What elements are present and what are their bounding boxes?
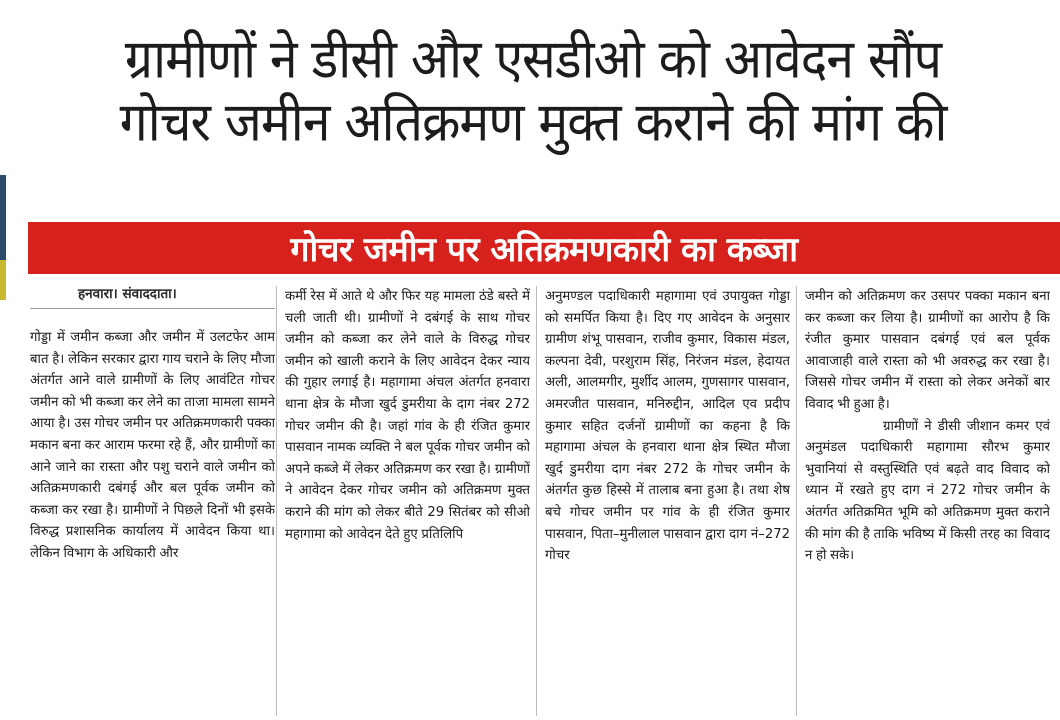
column-4-text: जमीन को अतिक्रमण कर उसपर पक्का मकान बना कर कब्जा कर लिया है। ग्रामीणों का आरोप है कि रंजीत कुमार पासवान दबंगई एवं बल पूर्वक आवाजाही वाले रास्ता को भी अवरुद्ध कर रखा है। जिससे गोचर जमीन में रास्ता को लेकर अनेकों बार विवाद भी हुआ है। [805,289,1050,412]
column-2-text: कर्मी रेस में आते थे और फिर यह मामला ठंडे बस्ते में चली जाती थी। ग्रामीणों ने दबंगई के साथ गोचर जमीन को कब्जा कर लेने वाले के विरुद्ध गोचर जमीन को खाली कराने के लिए आवेदन देकर न्याय की गुहार लगाई है। महागामा अंचल अंतर्गत हनवारा थाना क्षेत्र के मौजा खुर्द डुमरीया के दाग नंबर 272 गोचर जमीन की है। जहां गांव के ही रंजित कुमार पासवान नामक व्यक्ति ने बल पूर्वक गोचर जमीन को अपने कब्जे में लेकर अतिक्रमण कर रखा है। ग्रामीणों ने आवेदन देकर गोचर जमीन को अतिक्रमण मुक्त कराने की मांग को लेकर बीते 29 सितंबर को सीओ महागामा को आवेदन देते हुए प्रतिलिपि [285,289,530,542]
adjacent-photo-edge [0,0,6,720]
headline-line-1: ग्रामीणों ने डीसी और एसडीओ को आवेदन सौंप [124,28,942,91]
column-3-text: अनुमण्डल पदाधिकारी महागामा एवं उपायुक्त गोड्डा को समर्पित किया है। दिए गए आवेदन के अनुसार ग्रामीण शंभू पासवान, राजीव कुमार, विकास मंडल, कल्पना देवी, परशुराम सिंह, निरंजन मंडल, हेदायत अली, आलमगीर, मुर्शीद आलम, गुणसागर पासवान, अमरजीत पासवान, मनिरुद्दीन, आदिल एव प्रदीप कुमार सहित दर्जनों ग्रामीणों का कहना है कि महागामा अंचल के हनवारा थाना क्षेत्र स्थित मौजा खुर्द डुमरीया दाग नंबर 272 के गोचर जमीन के अंतर्गत कुछ हिस्से में तालाब बना हुआ है। तथा शेष बचे गोचर जमीन पर गांव के ही रंजित कुमार पासवान, पिता–मुनीलाल पासवान द्वारा दाग नं–272 गोचर [545,289,790,564]
headline [8,28,1058,153]
subheadline: गोचर जमीन पर अतिक्रमणकारी का कब्जा [290,230,798,270]
column-4-paragraph-2: ग्रामीणों ने डीसी जीशान कमर एवं अनुमंडल पदाधिकारी महागामा सौरभ कुमार भुवानियां से वस्तुस्थिति एवं बढ़ते वाद विवाद को ध्यान में रखते हुए दाग नं 272 गोचर जमीन के अंतर्गत अतिक्रमित भूमि को अतिक्रमण मुक्त कराने की मांग की है ताकि भविष्य में किसी तरह का विवाद न हो सके। [805,418,1050,564]
column-divider [536,286,537,716]
column-divider [796,286,797,716]
article-column-4 [805,286,1050,718]
byline: हनवारा। संवाददाता। [30,284,275,309]
column-1-text: गोड्डा में जमीन कब्जा और जमीन में उलटफेर आम बात है। लेकिन सरकार द्वारा गाय चराने के लिए मौजा अंतर्गत आने वाले ग्रामीणों के लिए आवंटित गोचर जमीन को भी कब्जा कर लेने का ताजा मामला सामने आया है। उस गोचर जमीन पर अतिक्रमणकारी पक्का मकान बना कर आराम फरमा रहे हैं, और ग्रामीणों का आने जाने का रास्ता और पशु चराने वाले जमीन को अतिक्रमणकारी दबंगई और बल पूर्वक जमीन को कब्जा कर रखा है। ग्रामीणों ने पिछले दिनों भी इसके विरुद्ध प्रशासनिक कार्यालय में आवेदन किया था। लेकिन विभाग के अधिकारी और [30,330,275,561]
article-column-2 [285,286,530,718]
subheadline-band [28,222,1060,274]
article-column-1 [30,284,275,716]
column-divider [276,286,277,716]
article-column-3 [545,286,790,718]
headline-line-2: गोचर जमीन अतिक्रमण मुक्त कराने की मांग की [119,90,947,154]
